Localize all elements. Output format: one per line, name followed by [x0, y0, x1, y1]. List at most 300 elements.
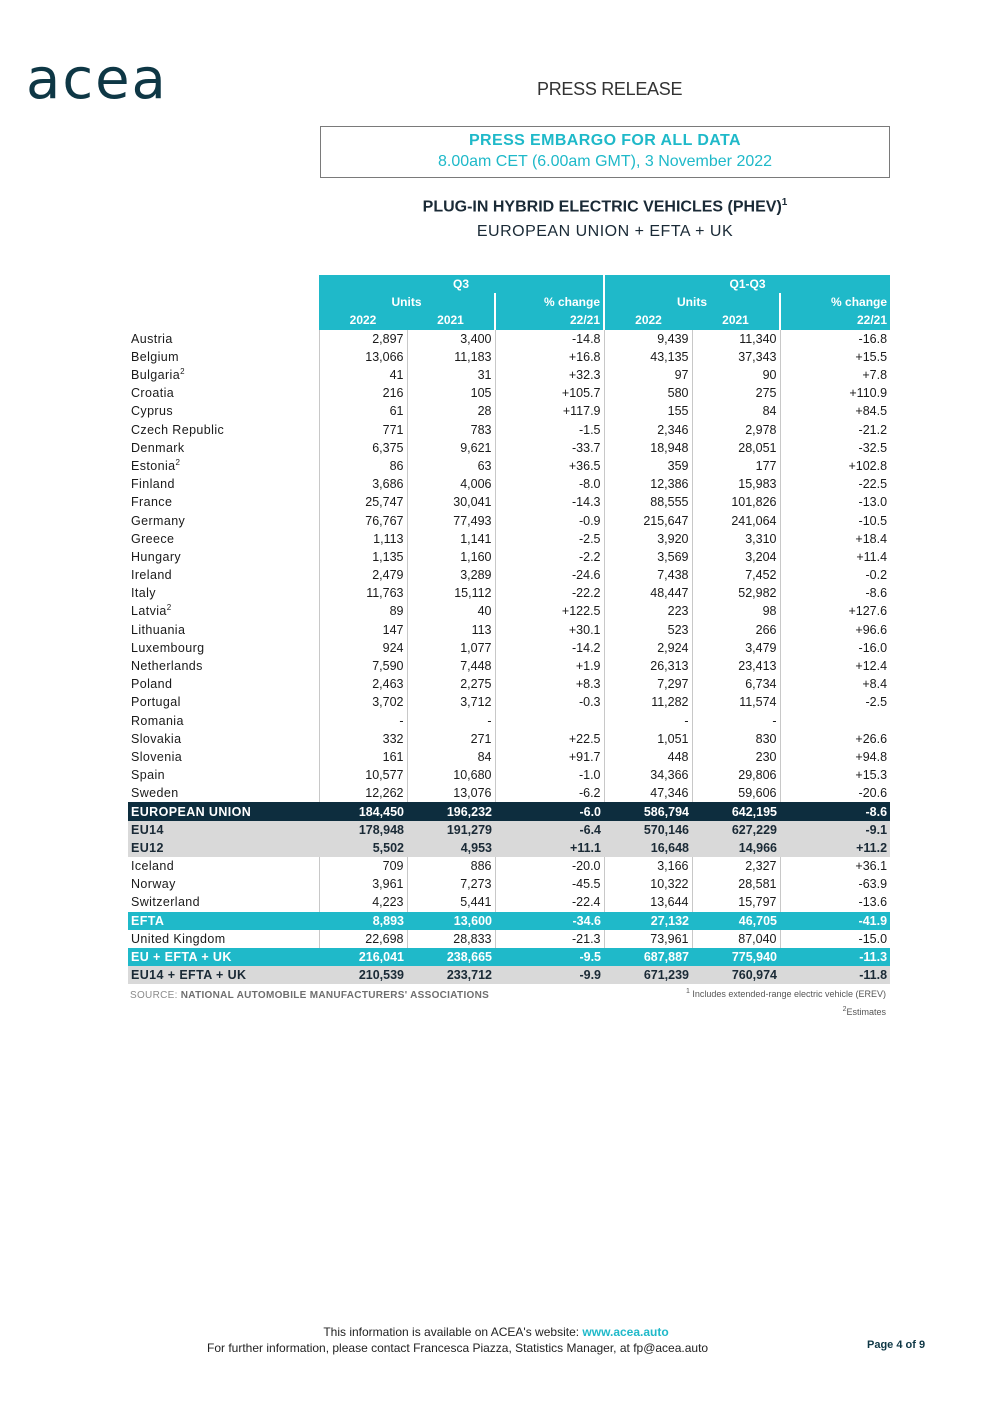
country-name: Sweden [131, 786, 179, 801]
table-row [128, 511, 890, 529]
q3-2022-units: 332 [319, 730, 407, 748]
q3-2022-units: 1,113 [319, 530, 407, 548]
country-name: Ireland [131, 568, 173, 583]
country-name: Romania [131, 713, 184, 728]
q3-2021-units: 2,275 [407, 675, 495, 693]
table-row [128, 384, 890, 402]
q3-2022-units: 161 [319, 748, 407, 766]
q3-pct-change: -22.2 [495, 584, 604, 602]
table-row [128, 366, 890, 384]
ytd-2021-units: 14,966 [692, 839, 780, 857]
table-row [128, 893, 890, 911]
table-row [128, 839, 890, 857]
ytd-pct-change: +15.5 [780, 348, 890, 366]
country-name: Hungary [131, 549, 182, 564]
ytd-pct-change: -20.6 [780, 784, 890, 802]
q3-2022-units: 3,961 [319, 875, 407, 893]
period-header-row [128, 275, 890, 293]
ytd-pct-change: -16.0 [780, 639, 890, 657]
country-name: Switzerland [131, 895, 201, 910]
country-name: Slovenia [131, 749, 183, 764]
measure-header-row [128, 293, 890, 311]
ytd-2022-units: 7,438 [604, 566, 692, 584]
q3-2021-units: 11,183 [407, 348, 495, 366]
q3-pct-change: -6.2 [495, 784, 604, 802]
q3-2021-units: 233,712 [407, 966, 495, 984]
table-row [128, 548, 890, 566]
ytd-2022-units: 523 [604, 621, 692, 639]
ytd-2021-units: 11,574 [692, 693, 780, 711]
q3-2021-units: 105 [407, 384, 495, 402]
q3-2022-units: 8,893 [319, 912, 407, 930]
q3-pct-change: -24.6 [495, 566, 604, 584]
ytd-2021-units: 627,229 [692, 821, 780, 839]
ytd-pct-change: -16.8 [780, 330, 890, 348]
ytd-pct-change: -41.9 [780, 912, 890, 930]
table-row [128, 402, 890, 420]
units-header-q3: Units [319, 293, 495, 311]
ytd-2021-units: - [692, 712, 780, 730]
table-row [128, 948, 890, 966]
ytd-2022-units: 48,447 [604, 584, 692, 602]
q3-2022-units: 210,539 [319, 966, 407, 984]
q3-pct-change: -6.0 [495, 802, 604, 820]
q3-2021-units: 7,448 [407, 657, 495, 675]
ytd-2021-units: 90 [692, 366, 780, 384]
q3-2021-units: 4,006 [407, 475, 495, 493]
ytd-pct-change [780, 712, 890, 730]
q3-pct-change: -8.0 [495, 475, 604, 493]
q3-2022-units: 1,135 [319, 548, 407, 566]
title-footnote-mark: 1 [781, 197, 788, 208]
ytd-2021-units: 15,797 [692, 893, 780, 911]
ytd-2021-units: 266 [692, 621, 780, 639]
page-title [320, 197, 890, 216]
ytd-2021-units: 29,806 [692, 766, 780, 784]
ytd-2021-units: 87,040 [692, 930, 780, 948]
q3-pct-change: -33.7 [495, 439, 604, 457]
q3-2022-units: 147 [319, 621, 407, 639]
q3-pct-change: +122.5 [495, 602, 604, 620]
website-link[interactable]: www.acea.auto [582, 1325, 669, 1339]
country-name: Austria [131, 331, 173, 346]
country-name: EU14 + EFTA + UK [128, 966, 319, 984]
q3-pct-change: -1.0 [495, 766, 604, 784]
table-row [128, 475, 890, 493]
country-name: Poland [131, 677, 173, 692]
q3-2022-units: 178,948 [319, 821, 407, 839]
phev-registrations-table [128, 275, 890, 984]
q3-2022-units: 61 [319, 402, 407, 420]
q3-2022-units: - [319, 712, 407, 730]
q3-pct-change: +91.7 [495, 748, 604, 766]
footnote-2-mark: 2 [842, 1006, 847, 1013]
ytd-2022-units: 73,961 [604, 930, 692, 948]
ytd-2022-units: 155 [604, 402, 692, 420]
ytd-2021-units: 2,327 [692, 857, 780, 875]
change-header-q3: % change [495, 293, 604, 311]
ytd-2022-units: 3,920 [604, 530, 692, 548]
q3-2022-units: 76,767 [319, 511, 407, 529]
table-row [128, 421, 890, 439]
q3-2022-units: 6,375 [319, 439, 407, 457]
q3-2022-units: 3,702 [319, 693, 407, 711]
ytd-pct-change: +102.8 [780, 457, 890, 475]
ytd-2022-units: 13,644 [604, 893, 692, 911]
q3-pct-change: +1.9 [495, 657, 604, 675]
q3-2022-units: 7,590 [319, 657, 407, 675]
ytd-2021-units: 275 [692, 384, 780, 402]
ytd-2021-units: 52,982 [692, 584, 780, 602]
q3-2022-units: 709 [319, 857, 407, 875]
ytd-pct-change: +110.9 [780, 384, 890, 402]
q3-2022-units: 3,686 [319, 475, 407, 493]
ytd-2022-units: 34,366 [604, 766, 692, 784]
ytd-pct-change: +8.4 [780, 675, 890, 693]
table-row [128, 621, 890, 639]
ytd-2021-units: 760,974 [692, 966, 780, 984]
q3-2021-units: 1,141 [407, 530, 495, 548]
q3-pct-change: -9.9 [495, 966, 604, 984]
q3-2022-units: 4,223 [319, 893, 407, 911]
page-subtitle: EUROPEAN UNION + EFTA + UK [476, 223, 734, 240]
ytd-pct-change: -32.5 [780, 439, 890, 457]
q3-pct-change: -21.3 [495, 930, 604, 948]
footer-info [0, 1325, 992, 1339]
press-release-label: PRESS RELEASE [537, 79, 683, 99]
country-name: Norway [131, 877, 176, 892]
ytd-2022-units: 3,569 [604, 548, 692, 566]
country-name: Finland [131, 477, 175, 492]
ytd-2022-units: 88,555 [604, 493, 692, 511]
ytd-2022-units: 16,648 [604, 839, 692, 857]
country-name: Cyprus [131, 404, 173, 419]
q3-2021-units: 5,441 [407, 893, 495, 911]
q3-2021-units: 31 [407, 366, 495, 384]
table-row [128, 730, 890, 748]
footnote-2 [843, 1006, 886, 1017]
q3-pct-change: +11.1 [495, 839, 604, 857]
q3-2021-units: 28 [407, 402, 495, 420]
q3-pct-change: -14.8 [495, 330, 604, 348]
ytd-pct-change: +7.8 [780, 366, 890, 384]
table-row [128, 639, 890, 657]
q3-pct-change: -0.3 [495, 693, 604, 711]
q3-2021-units: 271 [407, 730, 495, 748]
ytd-2021-units: 7,452 [692, 566, 780, 584]
ytd-2021-units: 3,310 [692, 530, 780, 548]
estimate-footnote-mark: 2 [180, 366, 185, 376]
country-name: EU14 [128, 821, 319, 839]
ytd-2022-units: 448 [604, 748, 692, 766]
table-row [128, 912, 890, 930]
country-name: Portugal [131, 695, 181, 710]
table-row [128, 875, 890, 893]
footnote-2-text: Estimates [846, 1007, 886, 1017]
q3-2022-units: 25,747 [319, 493, 407, 511]
table-row [128, 712, 890, 730]
ytd-2022-units: 26,313 [604, 657, 692, 675]
ytd-2022-units: 18,948 [604, 439, 692, 457]
q3-pct-change: +117.9 [495, 402, 604, 420]
ytd-pct-change: -8.6 [780, 802, 890, 820]
q3-2022-units: 2,479 [319, 566, 407, 584]
country-name: EUROPEAN UNION [128, 802, 319, 820]
source-text: NATIONAL AUTOMOBILE MANUFACTURERS' ASSOCIATIONS [180, 990, 490, 1001]
page-number: Page 4 of 9 [867, 1339, 926, 1351]
ytd-pct-change: -63.9 [780, 875, 890, 893]
q3-2022-units: 12,262 [319, 784, 407, 802]
footer-info-text: This information is available on ACEA's website: [323, 1325, 580, 1339]
q3-2022-units: 216 [319, 384, 407, 402]
q3-2021-units: 15,112 [407, 584, 495, 602]
country-name: Czech Republic [131, 422, 225, 437]
ytd-pct-change: +11.2 [780, 839, 890, 857]
ytd-2021-units: 23,413 [692, 657, 780, 675]
ytd-2022-units: 47,346 [604, 784, 692, 802]
q3-pct-change: -20.0 [495, 857, 604, 875]
q3-pct-change: +32.3 [495, 366, 604, 384]
ytd-2022-units: 1,051 [604, 730, 692, 748]
units-header-ytd: Units [604, 293, 780, 311]
q3-2022-units: 216,041 [319, 948, 407, 966]
q3-2022-units: 86 [319, 457, 407, 475]
country-name: United Kingdom [131, 931, 226, 946]
table-row [128, 584, 890, 602]
ytd-pct-change: -11.3 [780, 948, 890, 966]
ytd-2022-units: 2,346 [604, 421, 692, 439]
q3-pct-change: -14.3 [495, 493, 604, 511]
country-name: Iceland [131, 859, 175, 874]
q3-2021-units: 30,041 [407, 493, 495, 511]
ytd-pct-change: -11.8 [780, 966, 890, 984]
ytd-2021-units: 6,734 [692, 675, 780, 693]
ytd-2021-units: 28,051 [692, 439, 780, 457]
table-row [128, 675, 890, 693]
table-row [128, 748, 890, 766]
q3-pct-change: -14.2 [495, 639, 604, 657]
table-row [128, 693, 890, 711]
q3-pct-change: +16.8 [495, 348, 604, 366]
ytd-2021-units: 11,340 [692, 330, 780, 348]
year-2021-header-ytd: 2021 [692, 311, 780, 329]
ytd-2022-units: 570,146 [604, 821, 692, 839]
ytd-2022-units: 7,297 [604, 675, 692, 693]
ytd-2021-units: 830 [692, 730, 780, 748]
table-row [128, 348, 890, 366]
ytd-2021-units: 28,581 [692, 875, 780, 893]
country-name: Luxembourg [131, 640, 205, 655]
ytd-2021-units: 3,479 [692, 639, 780, 657]
q3-2022-units: 22,698 [319, 930, 407, 948]
ytd-2021-units: 230 [692, 748, 780, 766]
q3-2021-units: 13,600 [407, 912, 495, 930]
q3-2021-units: 783 [407, 421, 495, 439]
q3-pct-change: -34.6 [495, 912, 604, 930]
q3-2021-units: 196,232 [407, 802, 495, 820]
q3-pct-change: +22.5 [495, 730, 604, 748]
ytd-2022-units: 10,322 [604, 875, 692, 893]
country-name: Slovakia [131, 731, 182, 746]
q3-2021-units: 1,077 [407, 639, 495, 657]
year-2022-header-ytd: 2022 [604, 311, 692, 329]
ytd-pct-change: +127.6 [780, 602, 890, 620]
country-name: Germany [131, 513, 186, 528]
q3-pct-change: -2.2 [495, 548, 604, 566]
footer-contact: For further information, please contact Francesca Piazza, Statistics Manager, at fp@acea.auto [207, 1341, 709, 1355]
ytd-pct-change: -22.5 [780, 475, 890, 493]
q3-2022-units: 184,450 [319, 802, 407, 820]
q3-2021-units: 886 [407, 857, 495, 875]
ytd-2022-units: - [604, 712, 692, 730]
country-name: Latvia$^2$ [131, 603, 172, 619]
ytd-2021-units: 37,343 [692, 348, 780, 366]
footnote-1-mark: 1 [685, 988, 690, 995]
ytd-2021-units: 46,705 [692, 912, 780, 930]
ytd-pct-change: +36.1 [780, 857, 890, 875]
q3-pct-change: +30.1 [495, 621, 604, 639]
table-row [128, 530, 890, 548]
ytd-pct-change: -2.5 [780, 693, 890, 711]
country-name: EFTA [128, 912, 319, 930]
ytd-2022-units: 2,924 [604, 639, 692, 657]
q3-2022-units: 89 [319, 602, 407, 620]
table-row [128, 766, 890, 784]
table-row [128, 784, 890, 802]
q3-2021-units: 13,076 [407, 784, 495, 802]
embargo-time: 8.00am CET (6.00am GMT), 3 November 2022 [437, 153, 773, 170]
table-row [128, 802, 890, 820]
page-title-text: PLUG-IN HYBRID ELECTRIC VEHICLES (PHEV) [422, 198, 782, 216]
ytd-2022-units: 671,239 [604, 966, 692, 984]
country-name: Italy [131, 586, 156, 601]
q3-2021-units: 28,833 [407, 930, 495, 948]
ytd-2021-units: 3,204 [692, 548, 780, 566]
q3-pct-change: -22.4 [495, 893, 604, 911]
ytd-2022-units: 580 [604, 384, 692, 402]
country-name: EU + EFTA + UK [128, 948, 319, 966]
q3-2021-units: 3,289 [407, 566, 495, 584]
ytd-2022-units: 97 [604, 366, 692, 384]
table-row [128, 930, 890, 948]
table-row [128, 457, 890, 475]
country-name: Croatia [131, 386, 175, 401]
q3-pct-change: +105.7 [495, 384, 604, 402]
q3-pct-change [495, 712, 604, 730]
q3-2021-units: 10,680 [407, 766, 495, 784]
q3-2022-units: 11,763 [319, 584, 407, 602]
ytd-2021-units: 775,940 [692, 948, 780, 966]
ytd-2022-units: 11,282 [604, 693, 692, 711]
footnote-1-text: Includes extended-range electric vehicle (EREV) [692, 989, 886, 999]
ytd-2022-units: 12,386 [604, 475, 692, 493]
q3-pct-change: -9.5 [495, 948, 604, 966]
table-row [128, 857, 890, 875]
ytd-pct-change: -13.0 [780, 493, 890, 511]
q3-2022-units: 10,577 [319, 766, 407, 784]
ytd-2021-units: 177 [692, 457, 780, 475]
ytd-2022-units: 43,135 [604, 348, 692, 366]
country-name: Greece [131, 531, 175, 546]
q3-2022-units: 924 [319, 639, 407, 657]
ytd-pct-change: +94.8 [780, 748, 890, 766]
table-row [128, 566, 890, 584]
ytd-2021-units: 642,195 [692, 802, 780, 820]
q3-2022-units: 41 [319, 366, 407, 384]
country-name: Estonia$^2$ [131, 457, 181, 473]
ytd-2022-units: 27,132 [604, 912, 692, 930]
ytd-pct-change: +96.6 [780, 621, 890, 639]
q3-2021-units: 1,160 [407, 548, 495, 566]
table-row [128, 330, 890, 348]
ytd-pct-change: +18.4 [780, 530, 890, 548]
q3-2021-units: - [407, 712, 495, 730]
table-row [128, 821, 890, 839]
ytd-2021-units: 2,978 [692, 421, 780, 439]
ytd-2022-units: 359 [604, 457, 692, 475]
country-name: France [131, 495, 173, 510]
table-row [128, 439, 890, 457]
q3-pct-change: -0.9 [495, 511, 604, 529]
country-name: Belgium [131, 349, 179, 364]
source-label: SOURCE: [130, 990, 178, 1001]
footnote-1 [686, 988, 886, 999]
source-note [130, 990, 489, 1001]
q3-pct-change: -45.5 [495, 875, 604, 893]
ytd-2021-units: 241,064 [692, 511, 780, 529]
q3-2022-units: 2,897 [319, 330, 407, 348]
q3-2021-units: 238,665 [407, 948, 495, 966]
country-name: Lithuania [131, 622, 186, 637]
embargo-box [320, 126, 890, 178]
q3-2022-units: 13,066 [319, 348, 407, 366]
q3-2021-units: 3,712 [407, 693, 495, 711]
q3-2021-units: 77,493 [407, 511, 495, 529]
q3-2022-units: 771 [319, 421, 407, 439]
q3-2021-units: 4,953 [407, 839, 495, 857]
ytd-pct-change: -10.5 [780, 511, 890, 529]
ytd-pct-change: +26.6 [780, 730, 890, 748]
q3-2022-units: 5,502 [319, 839, 407, 857]
period-ytd-header: Q1-Q3 [604, 275, 890, 293]
ytd-2021-units: 84 [692, 402, 780, 420]
ytd-pct-change: -13.6 [780, 893, 890, 911]
ytd-2021-units: 15,983 [692, 475, 780, 493]
estimate-footnote-mark: 2 [175, 457, 181, 467]
ytd-pct-change: +12.4 [780, 657, 890, 675]
q3-2021-units: 40 [407, 602, 495, 620]
country-name: Spain [131, 768, 165, 783]
ytd-pct-change: -15.0 [780, 930, 890, 948]
ytd-2021-units: 101,826 [692, 493, 780, 511]
country-name: Bulgaria$^2$ [131, 366, 185, 383]
q3-pct-change: -1.5 [495, 421, 604, 439]
year-header-row [128, 311, 890, 329]
change-period-header-q3: 22/21 [495, 311, 604, 329]
q3-2021-units: 7,273 [407, 875, 495, 893]
table-row [128, 657, 890, 675]
country-name: Netherlands [131, 659, 203, 674]
q3-2021-units: 84 [407, 748, 495, 766]
change-header-ytd: % change [780, 293, 890, 311]
q3-pct-change: -2.5 [495, 530, 604, 548]
ytd-2022-units: 586,794 [604, 802, 692, 820]
ytd-2022-units: 3,166 [604, 857, 692, 875]
q3-2021-units: 3,400 [407, 330, 495, 348]
table-body [128, 330, 890, 985]
ytd-2022-units: 687,887 [604, 948, 692, 966]
ytd-pct-change: -8.6 [780, 584, 890, 602]
